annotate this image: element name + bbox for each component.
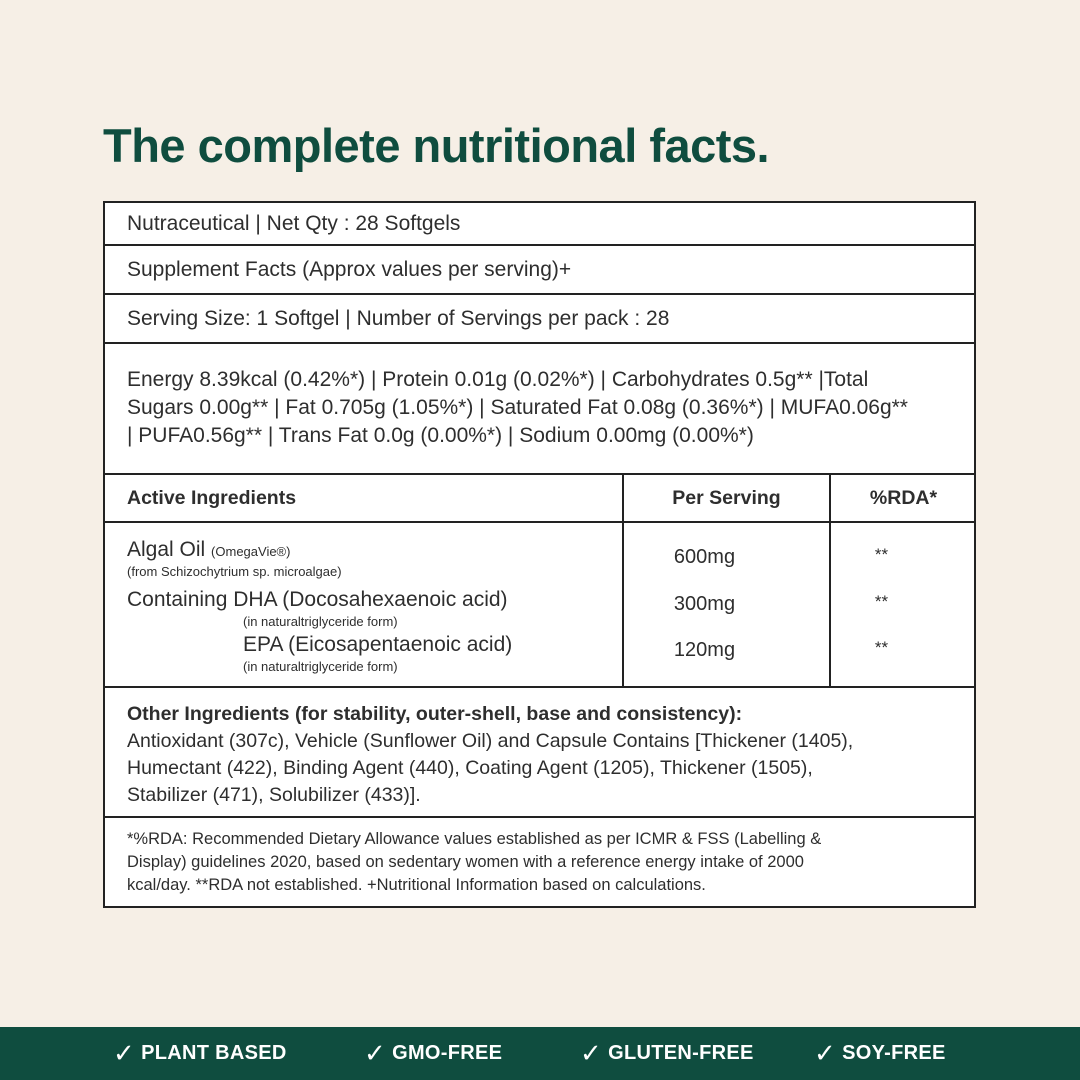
rda-value: **: [874, 592, 889, 611]
badge-label: GMO-FREE: [392, 1042, 503, 1064]
table-header-row: [105, 475, 974, 523]
ingredient-note: (in naturaltriglyceride form): [243, 659, 398, 674]
ingredient-note: (in naturaltriglyceride form): [243, 614, 398, 629]
other-ingredients-row: [105, 688, 974, 818]
checkmark-icon: ✓: [364, 1038, 387, 1068]
ingredient-name: Algal Oil (OmegaVie®): [127, 538, 291, 561]
badge-label: GLUTEN-FREE: [608, 1042, 754, 1064]
nutrition-facts-panel: [103, 201, 976, 908]
column-divider: [622, 473, 624, 688]
ingredient-name: EPA (Eicosapentaenoic acid): [243, 633, 513, 656]
checkmark-icon: ✓: [113, 1038, 136, 1068]
other-ingredients-line: Stabilizer (471), Solubilizer (433)].: [127, 784, 421, 806]
active-ingredients-row: [105, 523, 974, 688]
supplement-facts-text: Supplement Facts (Approx values per serving)+: [127, 257, 572, 281]
ingredient-name: Containing DHA (Docosahexaenoic acid): [127, 588, 508, 611]
net-qty-text: Nutraceutical | Net Qty : 28 Softgels: [127, 211, 461, 235]
column-header-per-serving: Per Serving: [672, 486, 781, 509]
per-serving-value: 600mg: [673, 546, 736, 568]
checkmark-icon: ✓: [814, 1038, 837, 1068]
serving-size-row: [105, 295, 974, 344]
page-title: The complete nutritional facts.: [103, 119, 770, 172]
column-header-rda: %RDA*: [869, 486, 938, 509]
column-header-ingredients: Active Ingredients: [127, 486, 297, 509]
net-qty-row: [105, 203, 974, 246]
footnote-line: kcal/day. **RDA not established. +Nutritional Information based on calculations.: [127, 876, 706, 894]
checkmark-icon: ✓: [580, 1038, 603, 1068]
nutrition-line: Energy 8.39kcal (0.42%*) | Protein 0.01g (0.02%*) | Carbohydrates 0.5g** |Total: [127, 368, 869, 391]
badge-label: PLANT BASED: [141, 1042, 287, 1064]
nutrition-values-row: [105, 344, 974, 475]
per-serving-value: 300mg: [673, 593, 736, 615]
badge-gmo-free: [364, 1027, 502, 1080]
column-divider: [829, 473, 831, 688]
ingredient-brand: (OmegaVie®): [211, 544, 291, 559]
nutrition-line: | PUFA0.56g** | Trans Fat 0.0g (0.00%*) | Sodium 0.00mg (0.00%*): [127, 424, 754, 447]
footnote-row: [105, 818, 974, 906]
rda-value: **: [874, 638, 889, 657]
other-ingredients-line: Humectant (422), Binding Agent (440), Coating Agent (1205), Thickener (1505),: [127, 757, 813, 779]
other-ingredients-title: Other Ingredients (for stability, outer-shell, base and consistency):: [127, 703, 743, 725]
ingredient-note: (from Schizochytrium sp. microalgae): [127, 564, 342, 579]
footnote-line: *%RDA: Recommended Dietary Allowance values established as per ICMR & FSS (Labelling &: [127, 830, 822, 848]
supplement-facts-row: [105, 246, 974, 295]
badge-plant-based: [113, 1027, 287, 1080]
other-ingredients-line: Antioxidant (307c), Vehicle (Sunflower Oil) and Capsule Contains [Thickener (1405),: [127, 730, 854, 752]
per-serving-value: 120mg: [673, 639, 736, 661]
nutrition-line: Sugars 0.00g** | Fat 0.705g (1.05%*) | Saturated Fat 0.08g (0.36%*) | MUFA0.06g**: [127, 396, 908, 419]
footnote-line: Display) guidelines 2020, based on sedentary women with a reference energy intake of 2000: [127, 853, 804, 871]
badge-soy-free: [814, 1027, 946, 1080]
rda-value: **: [874, 545, 889, 564]
badge-label: SOY-FREE: [842, 1042, 946, 1064]
serving-size-text: Serving Size: 1 Softgel | Number of Servings per pack : 28: [127, 306, 670, 330]
badge-gluten-free: [580, 1027, 754, 1080]
feature-badges-bar: [0, 1027, 1080, 1080]
